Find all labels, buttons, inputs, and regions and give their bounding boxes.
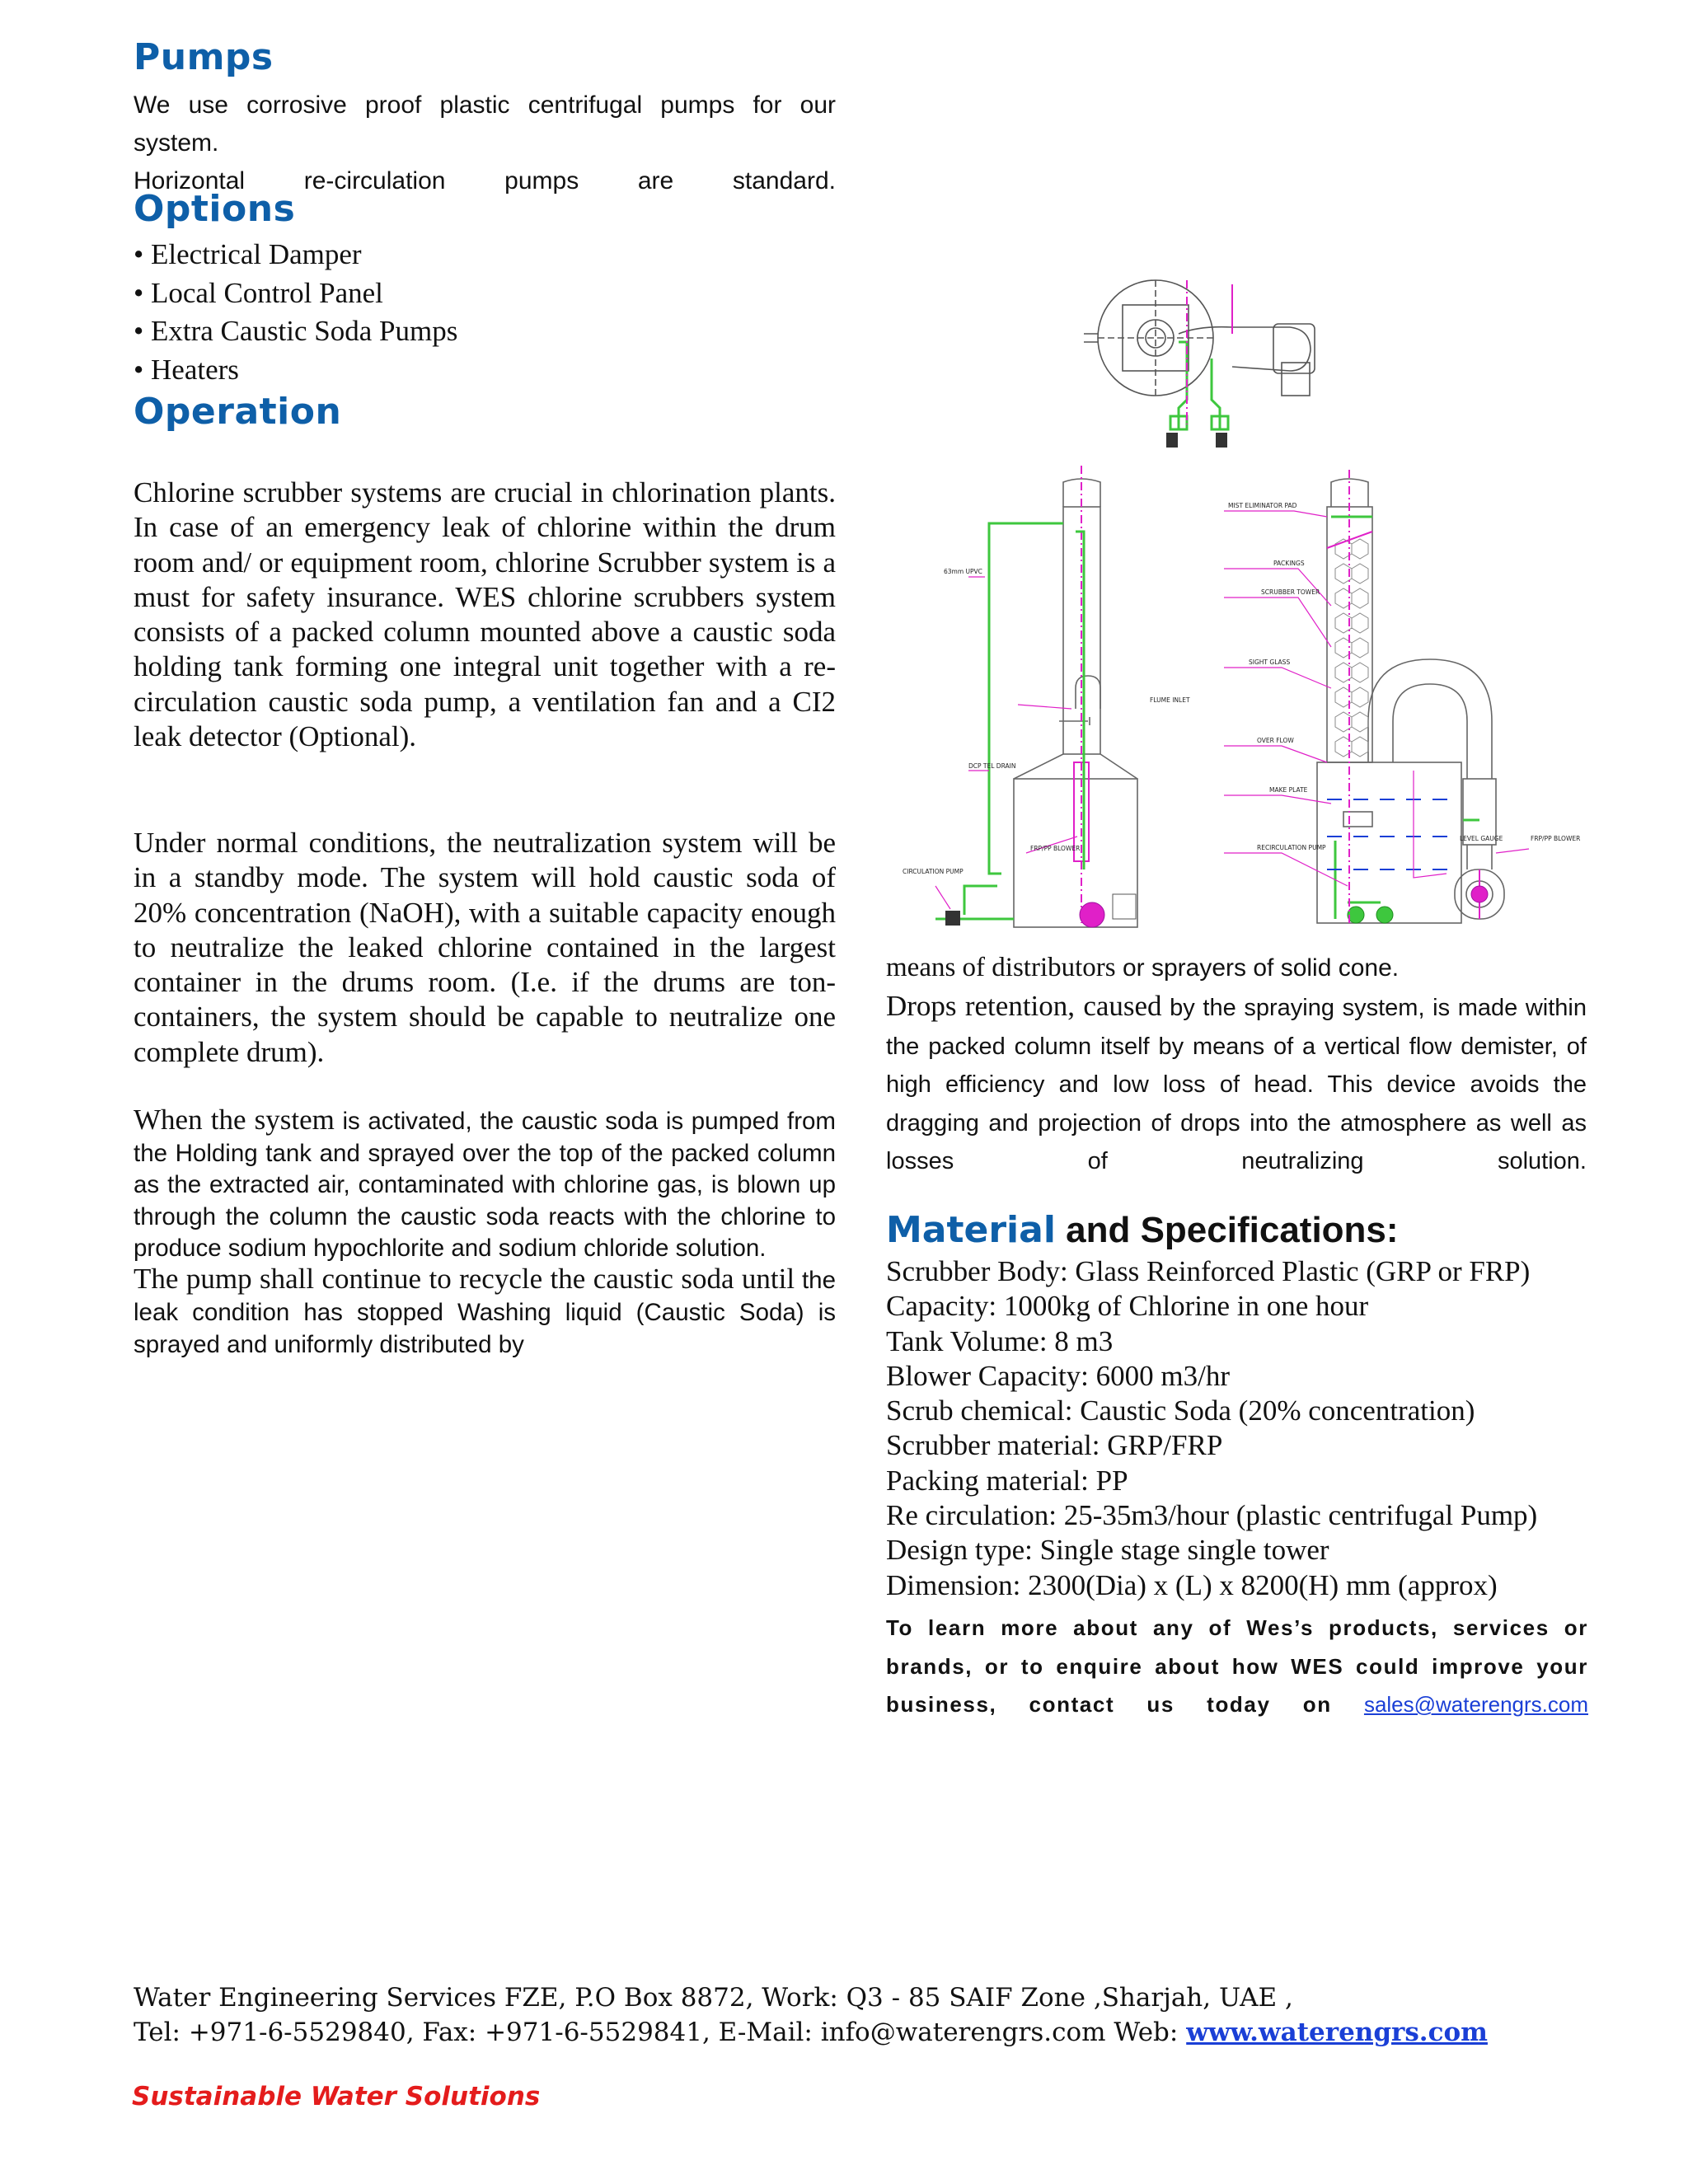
materials-heading-rest: and Specifications: (1055, 1210, 1399, 1250)
pumps-line-1: We use corrosive proof plastic centrifugal pumps for our system. (134, 91, 836, 157)
footer-contact-text: Tel: +971-6-5529840, Fax: +971-6-5529841, E-Mail: info@waterengrs.com Web: (134, 2018, 1187, 2047)
pumps-line-2: Horizontal re-circulation pumps are standard. (134, 167, 836, 194)
inlet-bend (1076, 676, 1100, 709)
spec-item: Dimension: 2300(Dia) x (L) x 8200(H) mm (approx) (886, 1568, 1498, 1601)
operation-paragraph-1: Chlorine scrubber systems are crucial in chlorination plants. In case of an emergency leak of chlorine within the drum room and/ or equipment room, chlorine Scrubber system is a must for safety insurance. WES chlorine scrubbers system consists of a packed column mounted above a caustic soda holding tank forming one integral unit together with a re-circulation caustic soda pump, a ventilation fan and a CI2 leak detector (Optional). (134, 476, 836, 753)
top-view-piping (1170, 342, 1228, 429)
continued-paragraph-2 (886, 987, 1587, 1181)
website-link[interactable]: www.waterengrs.com (1186, 2018, 1488, 2047)
spec-item: Re circulation: 25-35m3/hour (plastic centrifugal Pump) (886, 1499, 1538, 1532)
diagram-label: FLUME INLET (1150, 696, 1190, 704)
operation-paragraph-3 (134, 1104, 836, 1265)
paragraph-lead: When the system (134, 1104, 335, 1136)
list-item: • Electrical Damper (134, 238, 362, 270)
diagram-label: MIST ELIMINATOR PAD (1228, 502, 1297, 509)
company-tagline: Sustainable Water Solutions (132, 2082, 541, 2111)
specifications-list (886, 1254, 1537, 1603)
contact-paragraph (886, 1609, 1588, 1724)
duct-bend (1368, 659, 1492, 779)
list-item: • Extra Caustic Soda Pumps (134, 315, 458, 347)
diagram-label: DCP TEL DRAIN (968, 762, 1016, 770)
materials-heading (886, 1207, 1399, 1254)
pumps-heading: Pumps (134, 36, 274, 78)
continued-paragraph-1 (886, 952, 1591, 984)
spec-item: Capacity: 1000kg of Chlorine in one hour (886, 1290, 1369, 1323)
spec-item: Design type: Single stage single tower (886, 1534, 1329, 1567)
diagram-label: 63mm UPVC (944, 568, 982, 575)
list-item: • Heaters (134, 353, 239, 386)
operation-paragraph-2: Under normal conditions, the neutralization system will be in a standby mode. The system will hold caustic soda of 20% concentration (NaOH), with a suitable capacity enough to neutralize the leaked chlorine contained in the largest container in the drums room. (I.e. if the drums are ton-containers, the system should be capable to neutralize one complete drum). (134, 827, 836, 1068)
spec-item: Scrubber Body: Glass Reinforced Plastic (GRP or FRP) (886, 1255, 1531, 1287)
pumps-paragraph (134, 87, 836, 200)
paragraph-lead: means of distributors (886, 953, 1116, 982)
materials-heading-blue: Material (886, 1209, 1056, 1251)
spec-item: Packing material: PP (886, 1464, 1128, 1497)
spec-item: Scrubber material: GRP/FRP (886, 1429, 1223, 1462)
diagram-label: FRP/PP BLOWER (1030, 845, 1081, 852)
contact-text: To learn more about any of Wes’s products, services or brands, or to enquire about how WES could improve your business, contact us today on (886, 1615, 1588, 1717)
footer-contact (134, 2016, 1488, 2049)
scrubber-technical-drawing (886, 260, 1611, 935)
diagram-label: CIRCULATION PUMP (903, 868, 964, 875)
paragraph-lead: The pump shall continue to recycle the caustic soda until (134, 1263, 795, 1295)
operation-paragraph-4 (134, 1263, 836, 1361)
diagram-label: LEVEL GAUGE (1460, 835, 1503, 842)
paragraph-rest: by the spraying system, is made within the packed column itself by means of a vertical flow demister, of high efficiency and low loss of head. This device avoids the dragging and projection of drops into the atmosphere as well as losses of neutralizing solution. (886, 995, 1587, 1174)
paragraph-rest: or sprayers of solid cone. (1115, 954, 1400, 982)
spec-item: Tank Volume: 8 m3 (886, 1324, 1114, 1357)
diagram-label: FRP/PP BLOWER (1531, 835, 1581, 842)
side-view-tower (1014, 479, 1137, 927)
operation-heading: Operation (134, 391, 342, 433)
list-item: • Local Control Panel (134, 276, 383, 309)
options-list (134, 236, 457, 389)
spec-item: Scrub chemical: Caustic Soda (20% concentration) (886, 1394, 1475, 1427)
duct-top-view (1179, 327, 1311, 371)
contact-email-link[interactable]: sales@waterengrs.com (1363, 1692, 1588, 1717)
paragraph-rest: the leak condition has stopped Washing liquid (Caustic Soda) is sprayed and uniformly distributed by (134, 1267, 836, 1358)
holding-tank (1317, 762, 1461, 923)
diagram-label: PACKINGS (1273, 560, 1305, 567)
options-heading: Options (134, 188, 296, 230)
top-view-drawing (1084, 280, 1315, 396)
diagram-label: OVER FLOW (1257, 737, 1294, 744)
tower-top-view (1098, 280, 1213, 396)
diagram-label: SCRUBBER TOWER (1261, 588, 1320, 596)
paragraph-rest: is activated, the caustic soda is pumped from the Holding tank and sprayed over the top of the packed column as the extracted air, contaminated with chlorine gas, is blown up through the column the caustic soda reacts with the chlorine to produce sodium hypochlorite and sodium chloride solution. (134, 1108, 836, 1262)
paragraph-lead: Drops retention, caused (886, 990, 1162, 1022)
footer-address: Water Engineering Services FZE, P.O Box 8872, Work: Q3 - 85 SAIF Zone ,Sharjah, UAE , (134, 1983, 1293, 2013)
spec-item: Blower Capacity: 6000 m3/hr (886, 1359, 1231, 1392)
diagram-label: RECIRCULATION PUMP (1257, 844, 1326, 851)
diagram-label: MAKE PLATE (1269, 786, 1308, 794)
diagram-label: SIGHT GLASS (1249, 658, 1291, 666)
